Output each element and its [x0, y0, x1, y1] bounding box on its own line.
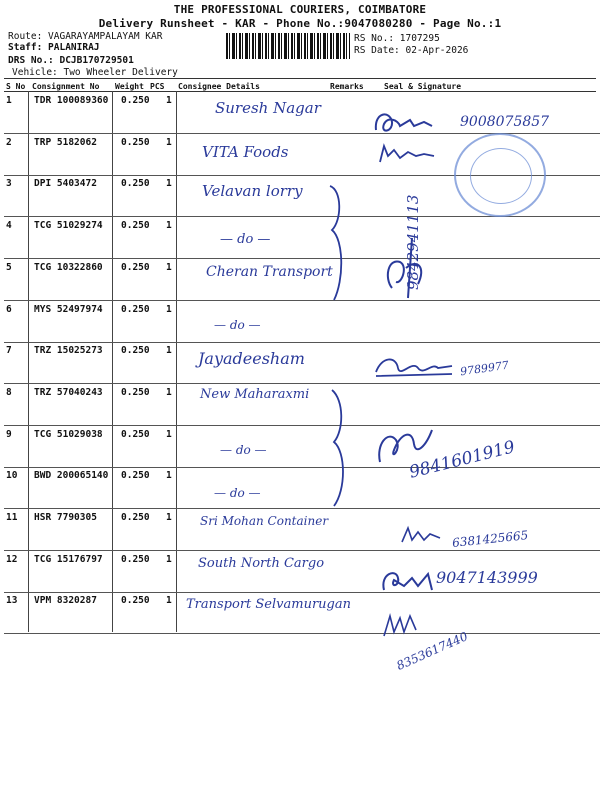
table-row	[4, 466, 600, 509]
table-row	[4, 383, 600, 426]
row-weight: 0.250	[121, 386, 150, 398]
signature-icon	[370, 106, 440, 140]
handwritten-phone: 9789977	[459, 358, 510, 379]
handwritten-phone: 9841601919	[407, 437, 517, 483]
barcode-icon	[226, 33, 350, 59]
col-header-consignment: Consignment No	[32, 82, 100, 91]
row-sno: 6	[6, 303, 12, 315]
row-pcs: 1	[166, 386, 172, 398]
row-consignee-handwritten: New Maharaxmi	[200, 386, 310, 402]
vehicle-label: Vehicle: Two Wheeler Delivery	[12, 67, 178, 78]
row-consignee-handwritten: South North Cargo	[198, 555, 325, 571]
row-consignment-no: TRZ 15025273	[34, 345, 103, 357]
row-weight: 0.250	[121, 345, 150, 357]
row-sno: 10	[6, 470, 18, 482]
handwritten-phone: 8353617440	[394, 629, 470, 673]
table-row	[4, 300, 600, 343]
signature-icon	[380, 610, 420, 640]
signature-icon	[400, 524, 444, 546]
row-pcs: 1	[166, 470, 172, 482]
row-consignee-handwritten: — do —	[214, 317, 261, 332]
row-consignment-no: DPI 5403472	[34, 178, 97, 190]
company-seal-icon	[454, 133, 546, 217]
col-header-weight: Weight	[115, 82, 144, 91]
row-consignee-handwritten: — do —	[220, 232, 271, 248]
signature-icon	[378, 564, 436, 598]
col-header-sno: S No	[6, 82, 26, 91]
row-consignment-no: BWD 200065140	[34, 470, 109, 482]
table-top-rule	[4, 78, 596, 79]
col-header-seal: Seal & Signature	[384, 82, 462, 91]
handwritten-phone: 6381425665	[451, 528, 529, 550]
row-sno: 5	[6, 261, 12, 273]
row-pcs: 1	[166, 595, 172, 607]
table-row	[4, 591, 600, 634]
row-consignment-no: TDR 100089360	[34, 95, 109, 106]
company-title: THE PROFESSIONAL COURIERS, COIMBATORE	[173, 3, 427, 16]
row-consignee-handwritten: Suresh Nagar	[215, 99, 321, 117]
row-sno: 8	[6, 386, 12, 398]
rs-date: RS Date: 02-Apr-2026	[354, 45, 469, 56]
row-consignment-no: MYS 52497974	[34, 303, 103, 315]
row-pcs: 1	[166, 303, 172, 315]
col-header-pcs: PCS	[150, 82, 165, 91]
row-sno: 12	[6, 553, 18, 565]
row-consignee-handwritten: — do —	[220, 442, 267, 457]
row-weight: 0.250	[121, 303, 150, 315]
table-row	[4, 341, 600, 384]
row-consignee-handwritten: VITA Foods	[202, 142, 289, 161]
row-consignment-no: TCG 10322860	[34, 261, 103, 273]
row-consignee-handwritten: Sri Mohan Container	[200, 514, 329, 528]
row-sno: 1	[6, 95, 12, 106]
row-consignment-no: VPM 8320287	[34, 595, 97, 607]
row-consignee-handwritten: Transport Selvamurugan	[186, 597, 351, 613]
row-pcs: 1	[166, 553, 172, 565]
row-consignment-no: TCG 51029038	[34, 428, 103, 440]
handwritten-phone: 9842941113	[404, 194, 422, 290]
row-pcs: 1	[166, 136, 172, 148]
row-consignee-handwritten: — do —	[214, 486, 261, 501]
row-weight: 0.250	[121, 428, 150, 440]
handwritten-phone: 9047143999	[436, 568, 538, 587]
bracket-mark	[324, 180, 352, 510]
runsheet-title: Delivery Runsheet - KAR - Phone No.:9047080280 - Page No.:1	[98, 17, 502, 30]
row-weight: 0.250	[121, 595, 150, 607]
row-sno: 4	[6, 220, 12, 232]
row-sno: 13	[6, 595, 18, 607]
row-consignee-handwritten: Cheran Transport	[206, 263, 333, 280]
handwritten-phone: 9008075857	[460, 114, 550, 130]
row-pcs: 1	[166, 428, 172, 440]
row-pcs: 1	[166, 512, 172, 523]
table-row	[4, 258, 600, 301]
row-consignment-no: TRP 5182062	[34, 136, 97, 148]
row-pcs: 1	[166, 95, 172, 106]
row-sno: 7	[6, 345, 12, 357]
row-pcs: 1	[166, 220, 172, 232]
row-sno: 3	[6, 178, 12, 190]
row-pcs: 1	[166, 261, 172, 273]
row-weight: 0.250	[121, 512, 150, 523]
row-weight: 0.250	[121, 470, 150, 482]
drs-number: DRS No.: DCJB170729501	[8, 55, 134, 66]
row-pcs: 1	[166, 345, 172, 357]
row-weight: 0.250	[121, 178, 150, 190]
signature-icon	[372, 350, 456, 382]
row-weight: 0.250	[121, 220, 150, 232]
col-header-remarks: Remarks	[330, 82, 364, 91]
route-label: Route: VAGARAYAMPALAYAM KAR	[8, 31, 163, 42]
row-sno: 9	[6, 428, 12, 440]
rs-number: RS No.: 1707295	[354, 33, 440, 44]
row-sno: 2	[6, 136, 12, 148]
col-header-consignee: Consignee Details	[178, 82, 260, 91]
row-consignment-no: TRZ 57040243	[34, 386, 103, 398]
row-consignment-no: TCG 15176797	[34, 553, 103, 565]
row-consignee-handwritten: Velavan lorry	[202, 182, 303, 201]
row-weight: 0.250	[121, 261, 150, 273]
row-weight: 0.250	[121, 553, 150, 565]
row-consignment-no: TCG 51029274	[34, 220, 103, 232]
signature-icon	[374, 142, 440, 166]
row-consignment-no: HSR 7790305	[34, 512, 97, 523]
row-weight: 0.250	[121, 95, 150, 106]
row-pcs: 1	[166, 178, 172, 190]
row-weight: 0.250	[121, 136, 150, 148]
staff-label: Staff: PALANIRAJ	[8, 42, 100, 53]
row-sno: 11	[6, 512, 18, 523]
row-consignee-handwritten: Jayadeesham	[198, 349, 305, 369]
table-row	[4, 216, 600, 259]
